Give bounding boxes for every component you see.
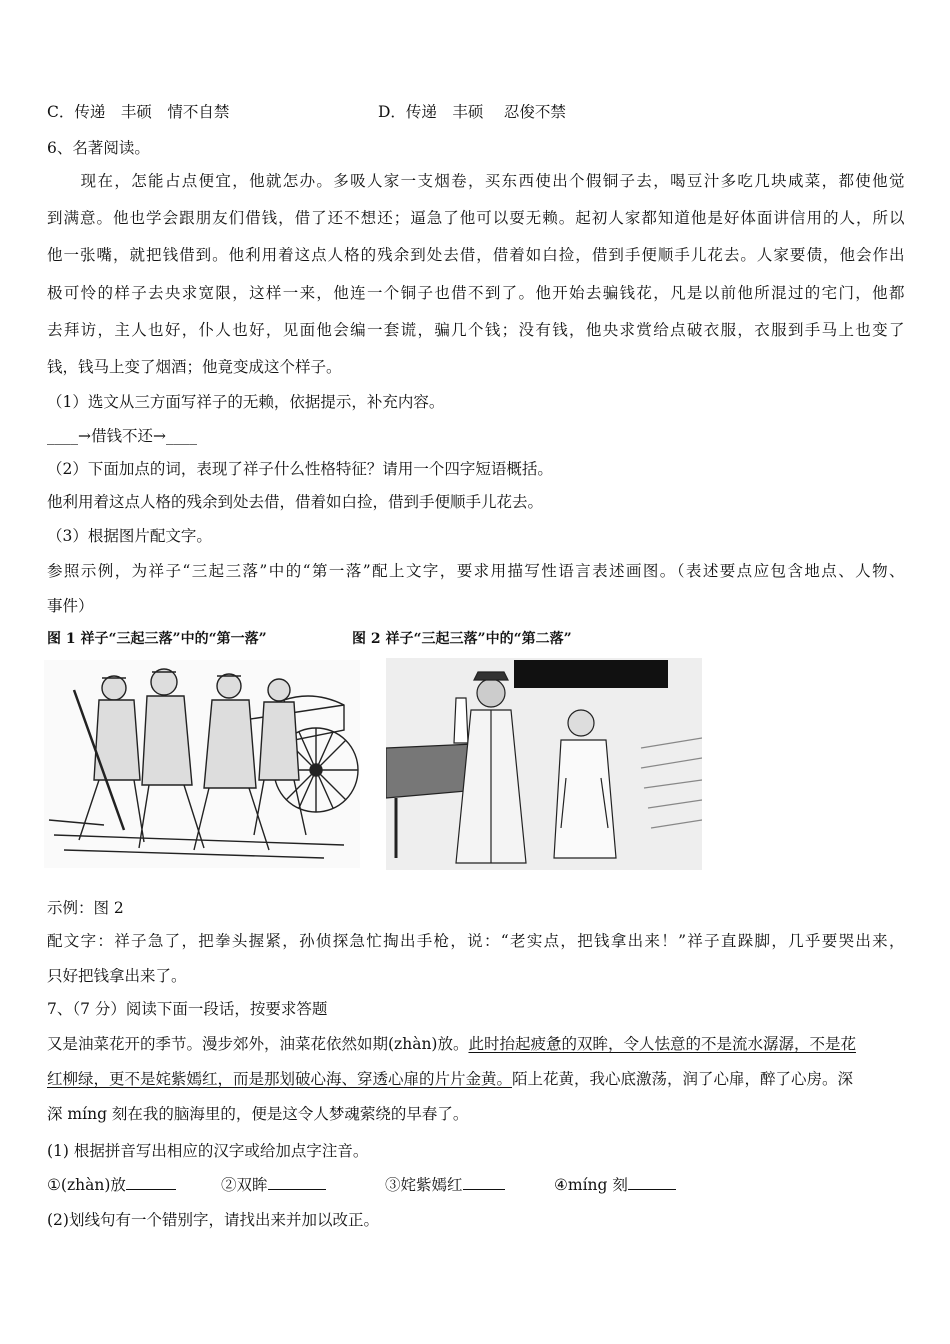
q7-p1-underlined: 此时抬起疲惫的双眸，令人怯意的不是流水潺潺，不是花 bbox=[468, 1035, 856, 1053]
option-d bbox=[378, 102, 566, 122]
figure-2-illustration bbox=[386, 658, 702, 870]
q6-passage-line-1: 现在，怎能占点便宜，他就怎办。多吸人家一支烟卷，买东西使出个假铜子去，喝豆汁多吃几块咸菜，都使他觉 bbox=[47, 172, 905, 190]
fig2-caption: 图 2 祥子“三起三落”中的“第二落” bbox=[352, 631, 572, 647]
q7-p2-plain: 陌上花黄，我心底激荡，润了心扉，醉了心房。深 bbox=[512, 1070, 854, 1088]
q6-title: 6、名著阅读。 bbox=[47, 139, 150, 157]
q7-sub1: (1) 根据拼音写出相应的汉字或给加点字注音。 bbox=[47, 1142, 369, 1160]
q6-passage-line-6: 钱，钱马上变了烟酒；他竟变成这个样子。 bbox=[47, 358, 342, 376]
q7-paragraph-line-1 bbox=[47, 1034, 856, 1054]
q7-item-2-blank[interactable] bbox=[268, 1175, 326, 1190]
example-label: 示例：图 2 bbox=[47, 899, 124, 917]
fig1-caption: 图 1 祥子“三起三落”中的“第一落” bbox=[47, 631, 267, 647]
q7-item-4-text: ④míng 刻 bbox=[554, 1176, 628, 1194]
q6-sub1-answer: ____→借钱不还→____ bbox=[47, 427, 197, 445]
q7-item-2 bbox=[221, 1175, 326, 1195]
q7-paragraph-line-3: 深 míng 刻在我的脑海里的，便是这令人梦魂萦绕的早春了。 bbox=[47, 1105, 469, 1123]
q7-item-1-text: ①(zhàn)放 bbox=[47, 1176, 126, 1194]
q7-title: 7、（7 分）阅读下面一段话，按要求答题 bbox=[47, 1000, 328, 1018]
q6-sub3-text-2: 事件） bbox=[47, 597, 94, 615]
q7-item-3-text: ③姹紫嫣红 bbox=[385, 1176, 463, 1194]
q7-item-1 bbox=[47, 1175, 176, 1195]
q7-item-3 bbox=[385, 1175, 505, 1195]
q6-passage-line-4: 极可怜的样子去央求宽限，这样一来，他连一个铜子也借不到了。他开始去骗钱花，凡是以前他所混过的宅门，他都 bbox=[47, 284, 905, 302]
option-c-text: C．传递 丰硕 情不自禁 bbox=[47, 103, 230, 121]
q6-passage-line-3: 他一张嘴，就把钱借到。他利用着这点人格的残余到处去借，借着如白捡，借到手便顺手儿花去。人家要债，他会作出 bbox=[47, 246, 905, 264]
q6-sub3: （3）根据图片配文字。 bbox=[47, 527, 212, 545]
q7-item-3-blank[interactable] bbox=[463, 1175, 505, 1190]
example-text-2: 只好把钱拿出来了。 bbox=[47, 967, 187, 985]
q6-passage-line-5: 去拜访，主人也好，仆人也好，见面他会编一套谎，骗几个钱；没有钱，他央求赏给点破衣服，衣服到手马上也变了 bbox=[47, 321, 905, 339]
q7-paragraph-line-2 bbox=[47, 1069, 853, 1089]
q6-sub2: （2）下面加点的词，表现了祥子什么性格特征？请用一个四字短语概括。 bbox=[47, 460, 553, 478]
q7-item-2-text: ②双眸 bbox=[221, 1176, 268, 1194]
q7-item-4 bbox=[554, 1175, 676, 1195]
q6-sub2-sentence: 他利用着这点人格的残余到处去借，借着如白捡，借到手便顺手儿花去。 bbox=[47, 493, 544, 511]
q6-sub3-text-1: 参照示例，为祥子“三起三落”中的“第一落”配上文字，要求用描写性语言表述画图。（表述要点应包含地点、人物、 bbox=[47, 562, 905, 580]
q7-item-1-blank[interactable] bbox=[126, 1175, 176, 1190]
figure-1-illustration bbox=[44, 660, 360, 868]
option-c bbox=[47, 102, 229, 122]
q6-passage-line-2: 到满意。他也学会跟朋友们借钱，借了还不想还；逼急了他可以耍无赖。起初人家都知道他是好体面讲信用的人，所以 bbox=[47, 209, 905, 227]
q6-sub1: （1）选文从三方面写祥子的无赖，依据提示，补充内容。 bbox=[47, 393, 445, 411]
q7-item-4-blank[interactable] bbox=[628, 1175, 676, 1190]
q7-p2-underlined: 红柳绿，更不是姹紫嫣红，而是那划破心海、穿透心扉的片片金黄。 bbox=[47, 1070, 513, 1088]
option-d-text: D．传递 丰硕 忍俊不禁 bbox=[378, 103, 566, 121]
q7-sub2: (2)划线句有一个错别字，请找出来并加以改正。 bbox=[47, 1211, 379, 1229]
example-text-1: 配文字：祥子急了，把拳头握紧，孙侦探急忙掏出手枪，说：“老实点，把钱拿出来！”祥子直跺脚，几乎要哭出来， bbox=[47, 932, 905, 950]
q7-p1-plain: 又是油菜花开的季节。漫步郊外，油菜花依然如期(zhàn)放。 bbox=[47, 1035, 469, 1053]
